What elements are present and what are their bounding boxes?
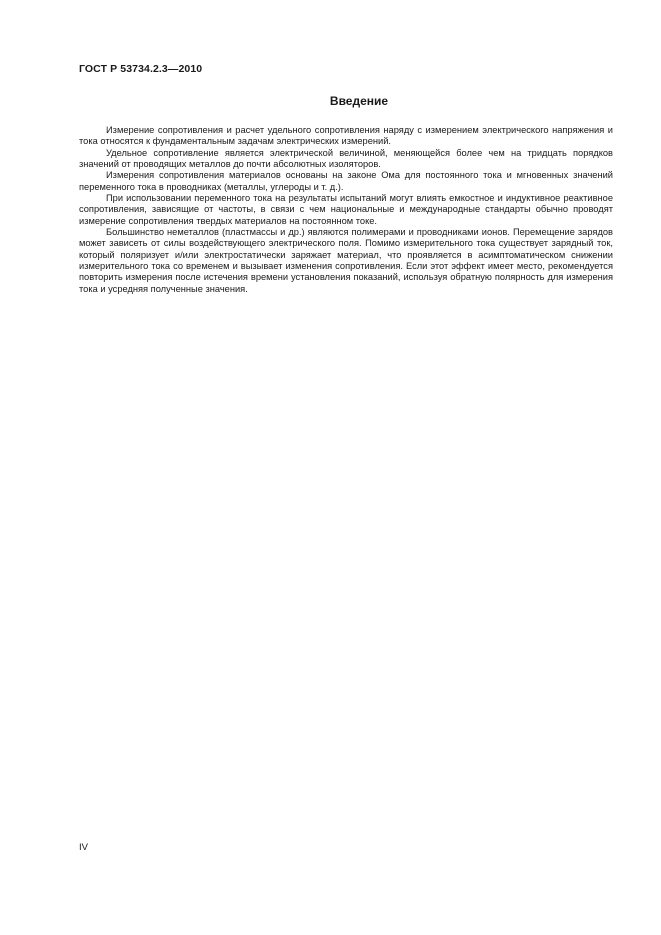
paragraph: Измерение сопротивления и расчет удельного сопротивления наряду с измерением электрического напряжения и тока относятся к фундаментальным задачам электрических измерений. [79,125,613,147]
paragraph: При использовании переменного тока на результаты испытаний могут влиять емкостное и индуктивное реактивное сопротивления, зависящие от частоты, в связи с чем национальные и международные стандарты обычно проводят измерение сопротивления твердых материалов на постоянном токе. [79,193,613,226]
section-title: Введение [329,94,389,108]
page-number: IV [79,842,88,853]
paragraph: Удельное сопротивление является электрической величиной, меняющейся более чем на тридцать порядков значений от проводящих металлов до почти абсолютных изоляторов. [79,147,613,170]
document-code: ГОСТ Р 53734.2.3—2010 [79,63,203,75]
section-body [79,125,613,295]
paragraph: Измерения сопротивления материалов основаны на законе Ома для постоянного тока и мгновенных значений переменного тока в проводниках (металлы, углероды и т. д.). [79,170,613,192]
paragraph: Большинство неметаллов (пластмассы и др.) являются полимерами и проводниками ионов. Перемещение зарядов может зависеть от силы воздействующего электрического поля. Помимо измерительного тока существует зарядный ток, который поляризует и/или электростатически заряжает материал, что проявляется в асимптоматическом снижении измерительного тока со временем и вызывает изменения сопротивления. Если этот эффект имеет место, рекомендуется повторить измерения после истечения времени установления показаний, используя обратную полярность для измерения тока и усредняя полученные значения. [79,227,613,294]
